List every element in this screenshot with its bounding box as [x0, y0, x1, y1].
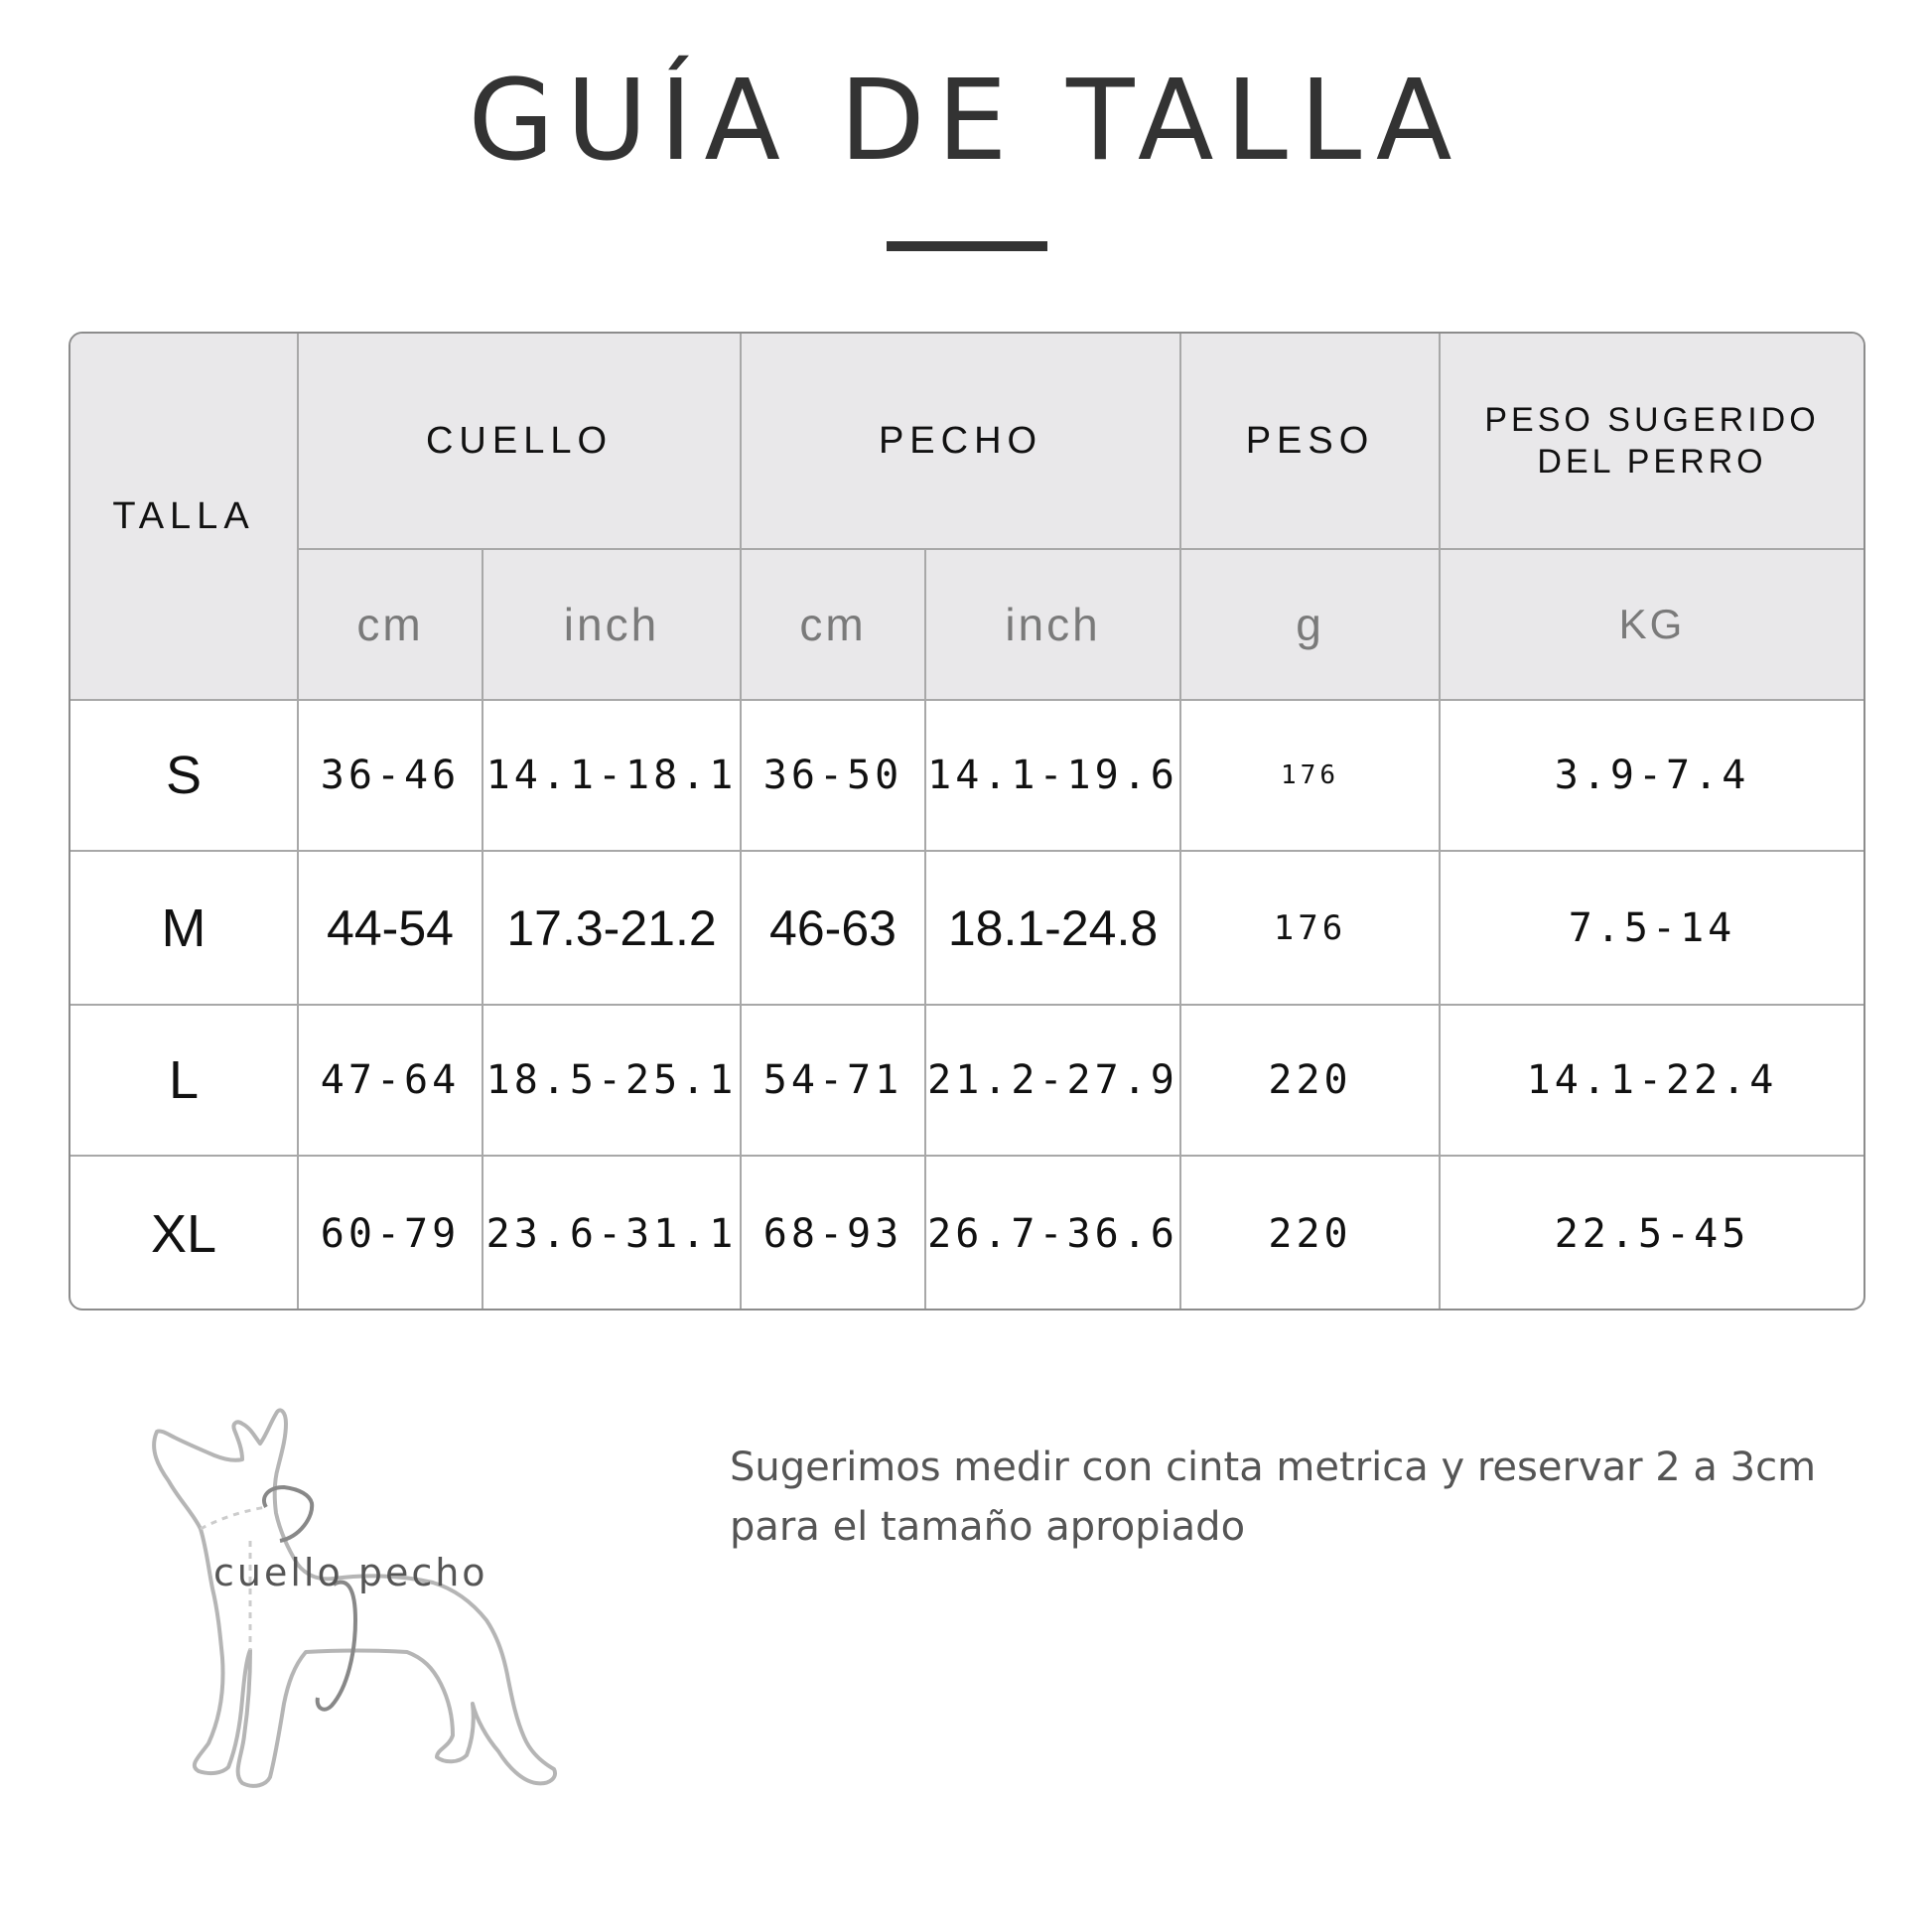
chest-inch-value: 14.1-19.6: [925, 700, 1180, 851]
header-dog-weight: PESO SUGERIDO DEL PERRO: [1440, 334, 1863, 549]
chest-cm-value: 46-63: [741, 851, 925, 1005]
dog-kg-value: 14.1-22.4: [1440, 1005, 1863, 1156]
neck-cm-value: 47-64: [298, 1005, 483, 1156]
chest-cm-value: 54-71: [741, 1005, 925, 1156]
header-size: TALLA: [70, 334, 298, 700]
table-row: [70, 700, 1863, 851]
size-label: L: [70, 1005, 298, 1156]
size-label: XL: [70, 1156, 298, 1311]
chest-inch-value: 21.2-27.9: [925, 1005, 1180, 1156]
size-table-container: [69, 332, 1865, 1311]
chest-inch-value: 18.1-24.8: [925, 851, 1180, 1005]
header-weight: PESO: [1180, 334, 1440, 549]
table-row: [70, 1156, 1863, 1311]
diagram-label-neck: cuello: [213, 1551, 344, 1594]
chest-cm-value: 68-93: [741, 1156, 925, 1311]
unit-chest-cm: cm: [741, 549, 925, 700]
neck-inch-value: 14.1-18.1: [483, 700, 741, 851]
size-label: M: [70, 851, 298, 1005]
page-title: GUÍA DE TALLA: [468, 57, 1464, 186]
neck-inch-value: 18.5-25.1: [483, 1005, 741, 1156]
neck-cm-value: 44-54: [298, 851, 483, 1005]
size-table: [70, 334, 1863, 1311]
chest-inch-value: 26.7-36.6: [925, 1156, 1180, 1311]
weight-g-value: 176: [1180, 851, 1440, 1005]
title-underline: [887, 241, 1047, 251]
weight-g-value: 220: [1180, 1156, 1440, 1311]
dog-kg-value: 3.9-7.4: [1440, 700, 1863, 851]
neck-inch-value: 23.6-31.1: [483, 1156, 741, 1311]
weight-g-value: 220: [1180, 1005, 1440, 1156]
size-label: S: [70, 700, 298, 851]
neck-inch-value: 17.3-21.2: [483, 851, 741, 1005]
neck-cm-value: 36-46: [298, 700, 483, 851]
header-chest: PECHO: [741, 334, 1180, 549]
chest-cm-value: 36-50: [741, 700, 925, 851]
diagram-label-chest: pecho: [357, 1551, 488, 1594]
unit-neck-inch: inch: [483, 549, 741, 700]
dog-kg-value: 22.5-45: [1440, 1156, 1863, 1311]
unit-dog-kg: KG: [1440, 549, 1863, 700]
neck-cm-value: 60-79: [298, 1156, 483, 1311]
table-row: [70, 1005, 1863, 1156]
unit-chest-inch: inch: [925, 549, 1180, 700]
unit-neck-cm: cm: [298, 549, 483, 700]
dog-outline-icon: [139, 1390, 596, 1807]
table-row: [70, 851, 1863, 1005]
dog-kg-value: 7.5-14: [1440, 851, 1863, 1005]
header-neck: CUELLO: [298, 334, 741, 549]
weight-g-value: 176: [1180, 700, 1440, 851]
unit-weight-g: g: [1180, 549, 1440, 700]
measurement-note: Sugerimos medir con cinta metrica y reservar 2 a 3cm para el tamaño apropiado: [730, 1445, 1817, 1550]
dog-measurement-diagram: [139, 1390, 596, 1807]
diagram-labels: [213, 1551, 488, 1594]
